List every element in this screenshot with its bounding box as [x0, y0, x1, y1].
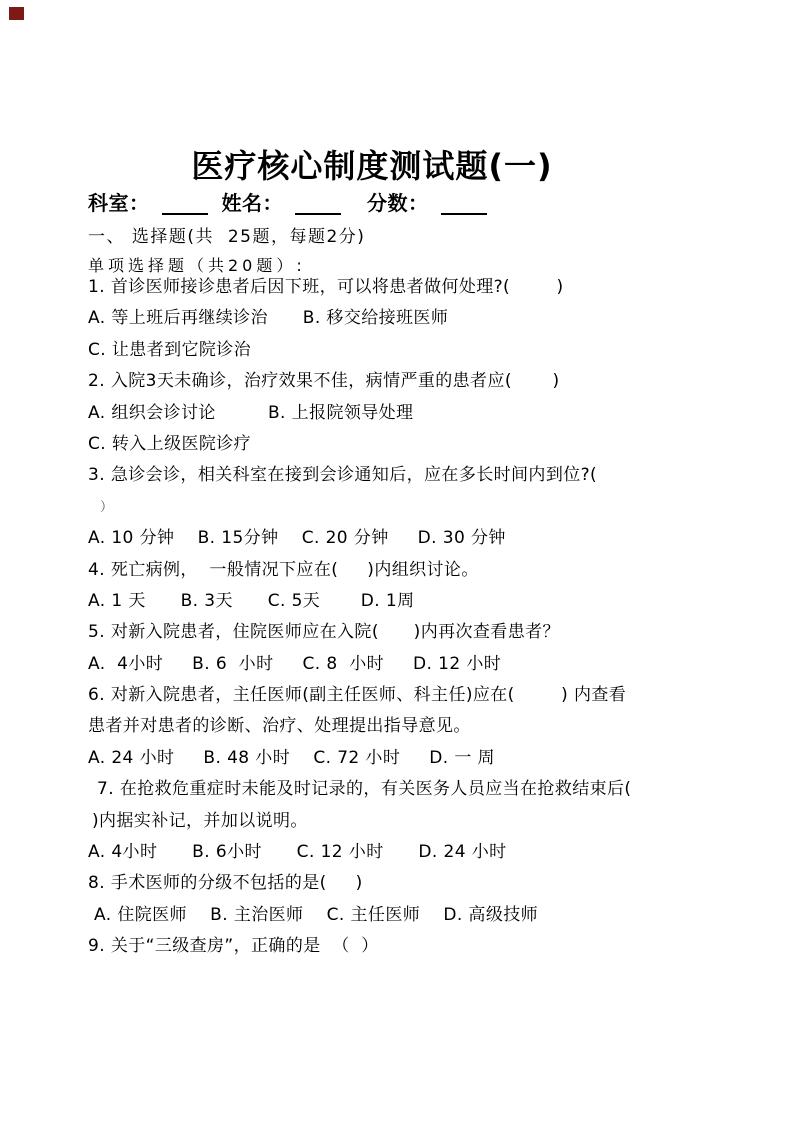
question-3-close-paren: ） [100, 499, 114, 515]
question-1: 1. 首诊医师接诊患者后因下班，可以将患者做何处理?( ) [88, 277, 564, 297]
score-label: 分数： [367, 191, 429, 215]
score-blank-field[interactable] [441, 193, 487, 215]
department-label: 科室： [88, 191, 150, 215]
options-1-ab: A. 等上班后再继续诊治 B. 移交给接班医师 [88, 308, 449, 329]
red-corner-marker [9, 7, 24, 20]
options-2-c: C. 转入上级医院诊疗 [88, 433, 252, 454]
header-fields [88, 190, 487, 216]
page-title: 医疗核心制度测试题(一) [191, 147, 553, 185]
question-7: 7. 在抢救危重症时未能及时记录的，有关医务人员应当在抢救结束后( [97, 779, 632, 800]
options-4: A. 1 天 B. 3天 C. 5天 D. 1周 [88, 590, 415, 611]
question-5: 5. 对新入院患者，住院医师应在入院( )内再次查看患者？ [88, 622, 560, 643]
question-8: 8. 手术医师的分级不包括的是( ) [88, 873, 363, 894]
department-blank-field[interactable] [162, 193, 208, 215]
name-label: 姓名： [221, 191, 283, 215]
question-6-continued: 患者并对患者的诊断、治疗、处理提出指导意见。 [88, 716, 471, 737]
question-3: 3. 急诊会诊，相关科室在接到会诊通知后，应在多长时间内到位?( [88, 465, 598, 486]
question-2: 2. 入院3天未确诊，治疗效果不佳，病情严重的患者应( ) [88, 371, 560, 392]
options-1-c: C. 让患者到它院诊治 [88, 339, 252, 360]
question-4: 4. 死亡病例， 一般情况下应在( )内组织讨论。 [88, 559, 479, 580]
name-blank-field[interactable] [295, 193, 341, 215]
options-8: A. 住院医师 B. 主治医师 C. 主任医师 D. 高级技师 [94, 904, 539, 925]
section-heading: 一、 选择题(共 25题，每题2分) [88, 227, 366, 247]
question-9: 9. 关于“三级查房”，正确的是 （ ） [88, 936, 379, 957]
question-7-continued: )内据实补记，并加以说明。 [92, 810, 308, 831]
question-6: 6. 对新入院患者，主任医师(副主任医师、科主任)应在( ) 内查看 [88, 685, 627, 706]
options-6: A. 24 小时 B. 48 小时 C. 72 小时 D. 一 周 [88, 747, 495, 768]
subsection-heading: 单项选择题（共20题）: [88, 256, 306, 275]
options-7: A. 4小时 B. 6小时 C. 12 小时 D. 24 小时 [88, 842, 507, 863]
options-3: A. 10 分钟 B. 15分钟 C. 20 分钟 D. 30 分钟 [88, 528, 506, 549]
options-5: A. 4小时 B. 6 小时 C. 8 小时 D. 12 小时 [88, 653, 502, 674]
options-2-ab: A. 组织会诊讨论 B. 上报院领导处理 [88, 402, 414, 423]
question-lines [88, 272, 748, 963]
